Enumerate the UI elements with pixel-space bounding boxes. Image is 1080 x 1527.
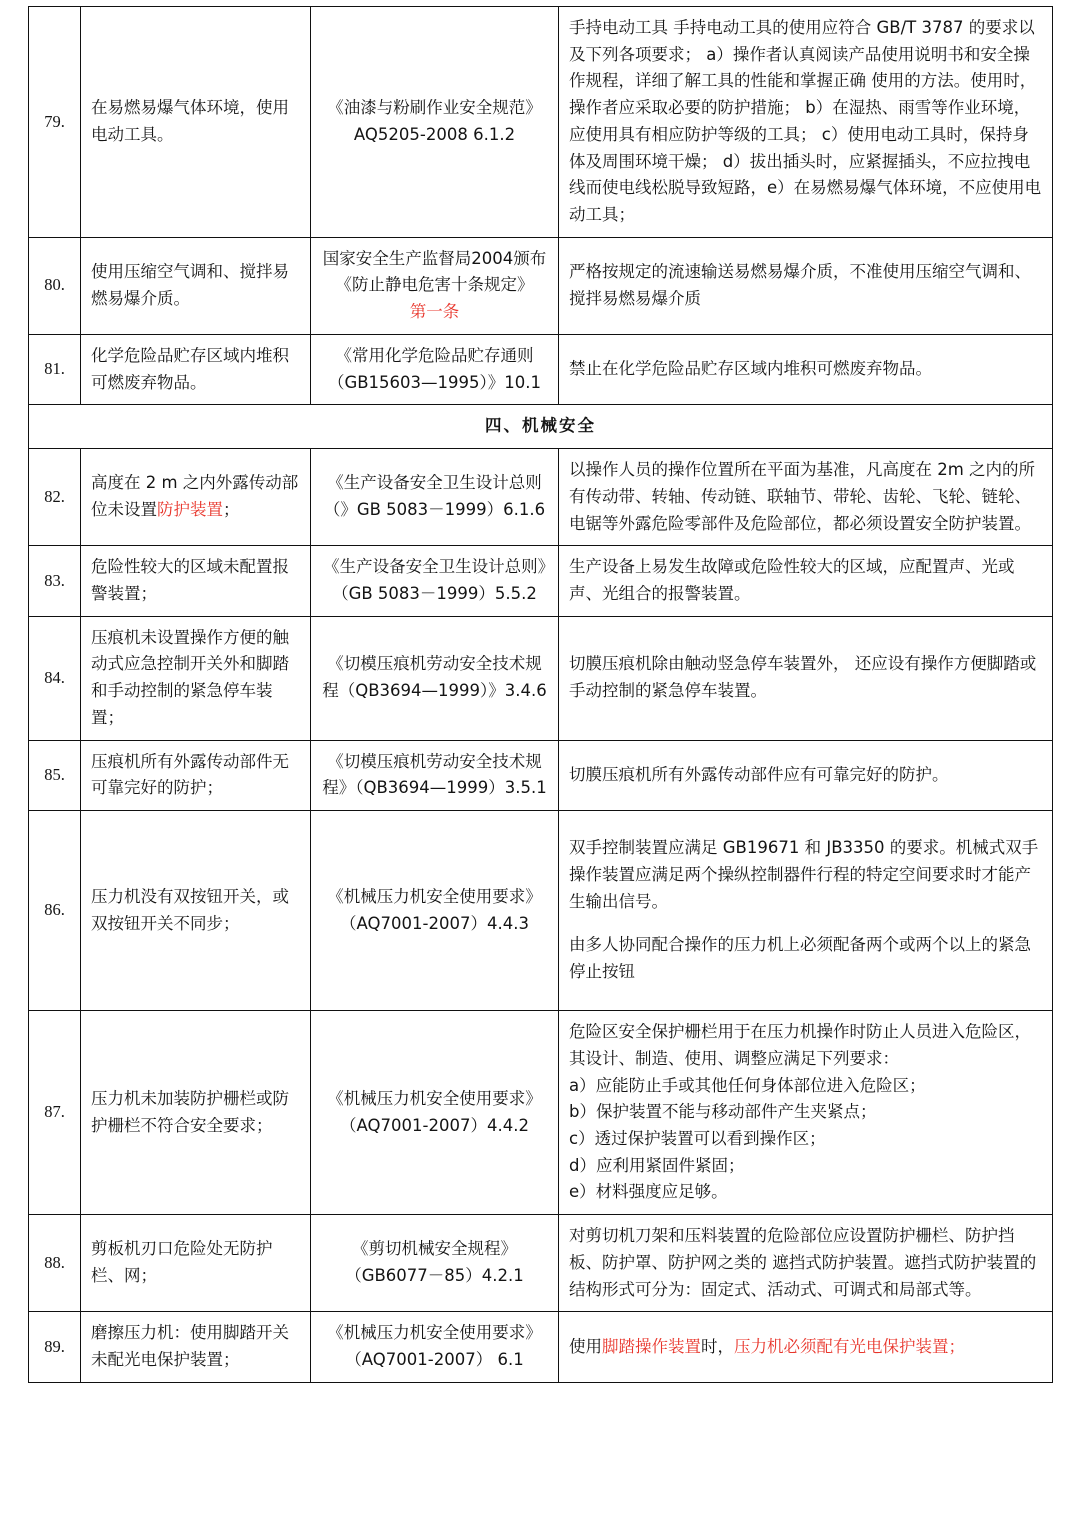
row-reference: 《机械压力机安全使用要求》（AQ7001-2007） 6.1 <box>311 1312 559 1382</box>
section-heading: 四、机械安全 <box>29 405 1053 449</box>
description-paragraph: e）材料强度应足够。 <box>569 1182 728 1202</box>
description-highlight: 脚踏操作装置 <box>602 1336 701 1356</box>
row-number: 89. <box>29 1312 81 1382</box>
row-number: 82. <box>29 449 81 546</box>
table-row <box>29 1011 1053 1215</box>
row-number: 88. <box>29 1215 81 1312</box>
table-row <box>29 546 1053 616</box>
row-description <box>559 1011 1053 1215</box>
row-description: 切膜压痕机除由触动竖急停车装置外， 还应设有操作方便脚踏或手动控制的紧急停车装置。 <box>559 616 1053 740</box>
description-paragraph: a）应能防止手或其他任何身体部位进入危险区； <box>569 1075 926 1095</box>
row-description <box>559 810 1053 1010</box>
description-text: 使用 <box>569 1336 602 1356</box>
row-number: 87. <box>29 1011 81 1215</box>
row-description: 对剪切机刀架和压料装置的危险部位应设置防护栅栏、防护挡板、防护罩、防护网之类的 遮挡式防护装置。遮挡式防护装置的结构形式可分为：固定式、活动式、可调式和局部式等。 <box>559 1215 1053 1312</box>
row-number: 85. <box>29 740 81 810</box>
row-description: 严格按规定的流速输送易燃易爆介质，不准使用压缩空气调和、搅拌易燃易爆介质 <box>559 237 1053 334</box>
row-item: 危险性较大的区域未配置报警装置； <box>81 546 311 616</box>
table-row <box>29 7 1053 238</box>
description-paragraph: 危险区安全保护栅栏用于在压力机操作时防止人员进入危险区，其设计、制造、使用、调整应满足下列要求： <box>569 1022 1031 1068</box>
row-reference: 《生产设备安全卫生设计总则》（GB 5083－1999）5.5.2 <box>311 546 559 616</box>
row-number: 83. <box>29 546 81 616</box>
row-number: 80. <box>29 237 81 334</box>
row-reference: 《机械压力机安全使用要求》（AQ7001-2007）4.4.3 <box>311 810 559 1010</box>
item-text: 高度在 2 m 之内外露传动部位未设置 <box>91 473 299 520</box>
row-number: 84. <box>29 616 81 740</box>
row-item: 在易燃易爆气体环境，使用电动工具。 <box>81 7 311 238</box>
row-number: 81. <box>29 334 81 404</box>
row-item: 压力机没有双按钮开关，或双按钮开关不同步； <box>81 810 311 1010</box>
row-item: 磨擦压力机：使用脚踏开关未配光电保护装置； <box>81 1312 311 1382</box>
row-reference <box>311 237 559 334</box>
description-paragraph: c）透过保护装置可以看到操作区； <box>569 1128 826 1148</box>
row-item <box>81 449 311 546</box>
row-item: 压痕机所有外露传动部件无可靠完好的防护； <box>81 740 311 810</box>
row-description: 手持电动工具 手持电动工具的使用应符合 GB/T 3787 的要求以及下列各项要求； a）操作者认真阅读产品使用说明书和安全操作规程，详细了解工具的性能和掌握正确 使用的方法。使用时，操作者应采取必要的防护措施； b）在湿热、雨雪等作业环境，应使用具有相应防护等级的工具； c）使用电动工具时，保持身体及周围环境干燥； d）拔出插头时，应紧握插头，不应拉拽电线而使电线松脱导致短路，e）在易燃易爆气体环境，不应使用电动工具； <box>559 7 1053 238</box>
description-paragraph: d）应利用紧固件紧固； <box>569 1155 745 1175</box>
description-text: 时， <box>701 1336 734 1356</box>
reference-highlight: 第一条 <box>409 302 460 322</box>
row-reference: 《常用化学危险品贮存通则（GB15603—1995）》10.1 <box>311 334 559 404</box>
row-description: 禁止在化学危险品贮存区域内堆积可燃废弃物品。 <box>559 334 1053 404</box>
row-reference: 《生产设备安全卫生设计总则（》GB 5083－1999）6.1.6 <box>311 449 559 546</box>
row-description: 切膜压痕机所有外露传动部件应有可靠完好的防护。 <box>559 740 1053 810</box>
row-number: 86. <box>29 810 81 1010</box>
row-item: 使用压缩空气调和、搅拌易燃易爆介质。 <box>81 237 311 334</box>
description-paragraph: b）保护装置不能与移动部件产生夹紧点； <box>569 1102 877 1122</box>
table-row <box>29 1312 1053 1382</box>
table-row <box>29 810 1053 1010</box>
row-reference: 《油漆与粉刷作业安全规范》AQ5205-2008 6.1.2 <box>311 7 559 238</box>
table-row <box>29 1215 1053 1312</box>
row-description: 生产设备上易发生故障或危险性较大的区域，应配置声、光或声、光组合的报警装置。 <box>559 546 1053 616</box>
row-item: 化学危险品贮存区域内堆积可燃废弃物品。 <box>81 334 311 404</box>
item-text-suffix: ； <box>223 500 240 520</box>
table-row <box>29 740 1053 810</box>
description-paragraph: 由多人协同配合操作的压力机上必须配备两个或两个以上的紧急停止按钮 <box>569 935 1031 981</box>
reference-text: 国家安全生产监督局2004颁布《防止静电危害十条规定》 <box>322 248 547 295</box>
table-row <box>29 616 1053 740</box>
row-reference: 《剪切机械安全规程》（GB6077－85）4.2.1 <box>311 1215 559 1312</box>
row-description <box>559 1312 1053 1382</box>
table-row <box>29 334 1053 404</box>
description-paragraph: 双手控制装置应满足 GB19671 和 JB3350 的要求。机械式双手操作装置应满足两个操纵控制器件行程的特定空间要求时才能产生输出信号。 <box>569 838 1039 911</box>
row-item: 压力机未加装防护栅栏或防护栅栏不符合安全要求； <box>81 1011 311 1215</box>
safety-checklist-table <box>28 6 1053 1383</box>
row-item: 压痕机未设置操作方便的触动式应急控制开关外和脚踏和手动控制的紧急停车装置； <box>81 616 311 740</box>
row-number: 79. <box>29 7 81 238</box>
row-reference: 《切模压痕机劳动安全技术规程》（QB3694—1999）3.5.1 <box>311 740 559 810</box>
row-reference: 《机械压力机安全使用要求》（AQ7001-2007）4.4.2 <box>311 1011 559 1215</box>
table-row <box>29 237 1053 334</box>
description-highlight: 压力机必须配有光电保护装置； <box>734 1336 965 1356</box>
row-description: 以操作人员的操作位置所在平面为基准，凡高度在 2m 之内的所有传动带、转轴、传动链、联轴节、带轮、齿轮、飞轮、链轮、电锯等外露危险零部件及危险部位，都必须设置安全防护装置。 <box>559 449 1053 546</box>
row-reference: 《切模压痕机劳动安全技术规程（QB3694—1999）》3.4.6 <box>311 616 559 740</box>
section-heading-row <box>29 405 1053 449</box>
row-item: 剪板机刃口危险处无防护栏、网； <box>81 1215 311 1312</box>
item-highlight: 防护装置 <box>157 500 223 520</box>
table-row <box>29 449 1053 546</box>
